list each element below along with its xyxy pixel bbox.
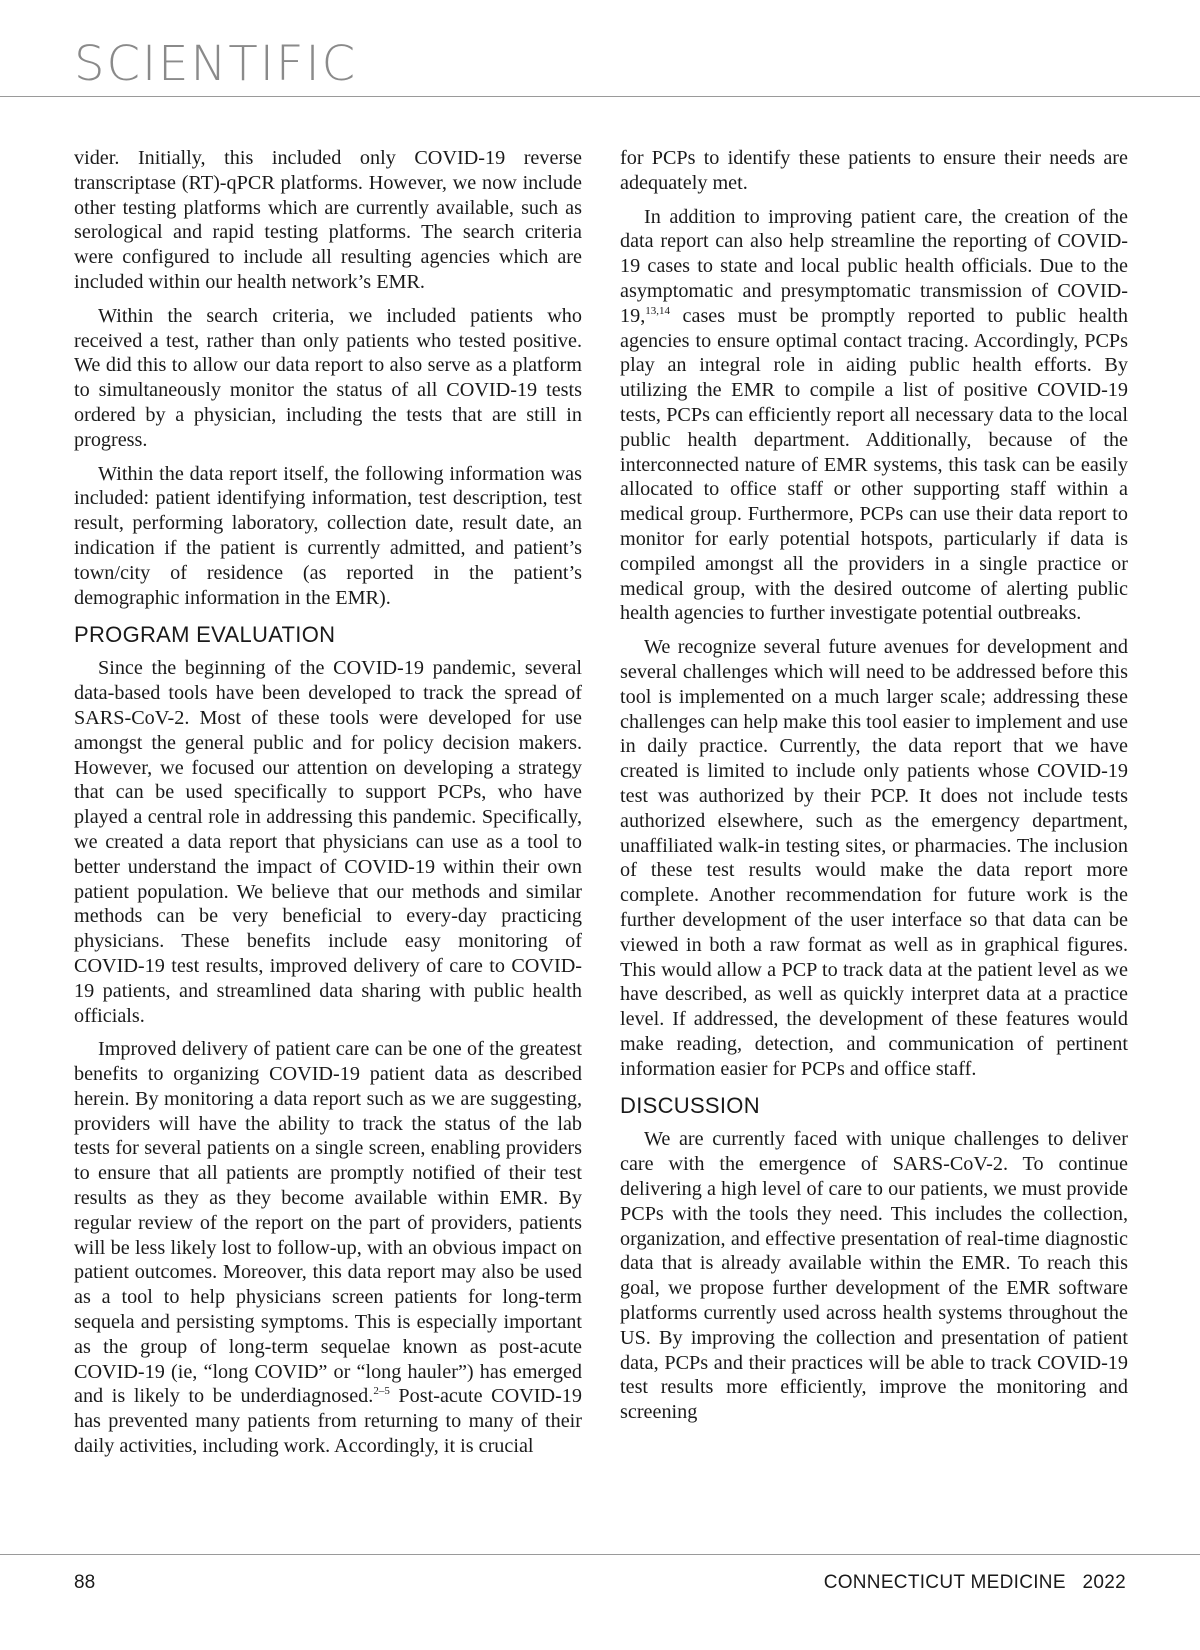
- footer-rule: [0, 1554, 1200, 1555]
- left-paragraph-5: [74, 1037, 582, 1459]
- left-column: [74, 146, 582, 1468]
- discussion-heading: DISCUSSION: [620, 1093, 760, 1119]
- left-paragraph-2: Within the search criteria, we included patients who received a test, rather than only patients who tested positive. We did this to allow our data report to also serve as a platform to simultaneously monitor the status of all COVID-19 tests ordered by a physician, including the tests that are still in progress.: [74, 304, 582, 451]
- citation-superscript: 2–5: [373, 1385, 390, 1398]
- right-paragraph-2-text-a: In addition to improving patient care, the creation of the data report can also help streamline the reporting of COVID-19 cases to state and local public health officials. Due to the asymptomatic and presymptomatic transmission of COVID-19,: [620, 205, 1128, 327]
- right-column: [620, 146, 1128, 1434]
- section-title: SCIENTIFIC: [74, 36, 358, 92]
- journal-name: CONNECTICUT MEDICINE 2022: [823, 1572, 1126, 1593]
- program-evaluation-heading: PROGRAM EVALUATION: [74, 622, 336, 648]
- citation-superscript: 13,14: [645, 304, 670, 317]
- page-number: 88: [74, 1572, 96, 1593]
- left-paragraph-5-text-a: Improved delivery of patient care can be one of the greatest benefits to organizing COVID-19 patient data as described herein. By monitoring a data report such as we are suggesting, providers will have the ability to track the status of the lab tests for several patients on a single screen, enabling providers to ensure that all patients are promptly notified of their test results as they as they become available within EMR. By regular review of the report on the part of providers, patients will be less likely lost to follow-up, with an obvious impact on patient outcomes. Moreover, this data report may also be used as a tool to help physicians screen patients for long-term sequela and persisting symptoms. This is especially important as the group of long-term sequelae known as post-acute COVID-19 (ie, “long COVID” or “long hauler”) has emerged and is likely to be underdiagnosed.: [74, 1038, 582, 1408]
- right-paragraph-2: [620, 205, 1128, 627]
- right-paragraph-1: for PCPs to identify these patients to ensure their needs are adequately met.: [620, 147, 1128, 194]
- right-paragraph-4: We are currently faced with unique challenges to deliver care with the emergence of SARS-CoV-2. To continue delivering a high level of care to our patients, we must provide PCPs with the tools they need. This includes the collection, organization, and effective presentation of real-time diagnostic data that is already available within the EMR. To reach this goal, we propose further development of the EMR software platforms currently used across health systems throughout the US. By improving the collection and presentation of patient data, PCPs and their practices will be able to track COVID-19 test results more efficiently, improve the monitoring and screening: [620, 1128, 1128, 1424]
- left-paragraph-1: vider. Initially, this included only COVID-19 reverse transcriptase (RT)-qPCR platforms. However, we now include other testing platforms which are currently available, such as serological and rapid testing platforms. The search criteria were configured to include all resulting agencies which are included within our health network’s EMR.: [74, 147, 582, 293]
- right-paragraph-3: We recognize several future avenues for development and several challenges which will need to be addressed before this tool is implemented on a much larger scale; addressing these challenges can help make this tool easier to implement and use in daily practice. Currently, the data report that we have created is limited to include only patients whose COVID-19 test was authorized by their PCP. It does not include tests authorized elsewhere, such as the emergency department, unaffiliated walk-in testing sites, or pharmacies. The inclusion of these test results would make the data report more complete. Another recommendation for future work is the further development of the user interface so that data can be viewed in both a raw format as well as in graphical figures. This would allow a PCP to track data at the patient level as we have described, as well as quickly interpret data at a practice level. If addressed, the development of these features would make reading, detection, and communication of pertinent information easier for PCPs and office staff.: [620, 636, 1128, 1080]
- left-paragraph-4: Since the beginning of the COVID-19 pandemic, several data-based tools have been developed to track the spread of SARS-CoV-2. Most of these tools were developed for use amongst the general public and for policy decision makers. However, we focused our attention on developing a strategy that can be used specifically to support PCPs, who have played a central role in addressing this pandemic. Specifically, we created a data report that physicians can use as a tool to better understand the impact of COVID-19 within their own patient population. We believe that our methods and similar methods can be very beneficial to every-day practicing physicians. These benefits include easy monitoring of COVID-19 test results, improved delivery of care to COVID-19 patients, and streamlined data sharing with public health officials.: [74, 657, 582, 1027]
- left-paragraph-3: Within the data report itself, the following information was included: patient identifying information, test description, test result, performing laboratory, collection date, result date, an indication if the patient is currently admitted, and patient’s town/city of residence (as reported in the patient’s demographic information in the EMR).: [74, 462, 582, 609]
- right-paragraph-2-text-b: cases must be promptly reported to public health agencies to ensure optimal contact tracing. Accordingly, PCPs play an integral role in aiding public health efforts. By utilizing the EMR to compile a list of positive COVID-19 tests, PCPs can efficiently report all necessary data to the local public health department. Additionally, because of the interconnected nature of EMR systems, this task can be easily allocated to office staff or other supporting staff within a medical group. Furthermore, PCPs can use their data report to monitor for early potential hotspots, particularly if data is compiled amongst all the providers in a single practice or medical group, with the desired outcome of alerting public health agencies to further investigate potential outbreaks.: [620, 304, 1128, 625]
- left-paragraph-5-text-b: Post-acute COVID-19 has prevented many patients from returning to many of their daily activities, including work. Accordingly, it is crucial: [74, 1385, 582, 1458]
- header-rule: [0, 96, 1200, 97]
